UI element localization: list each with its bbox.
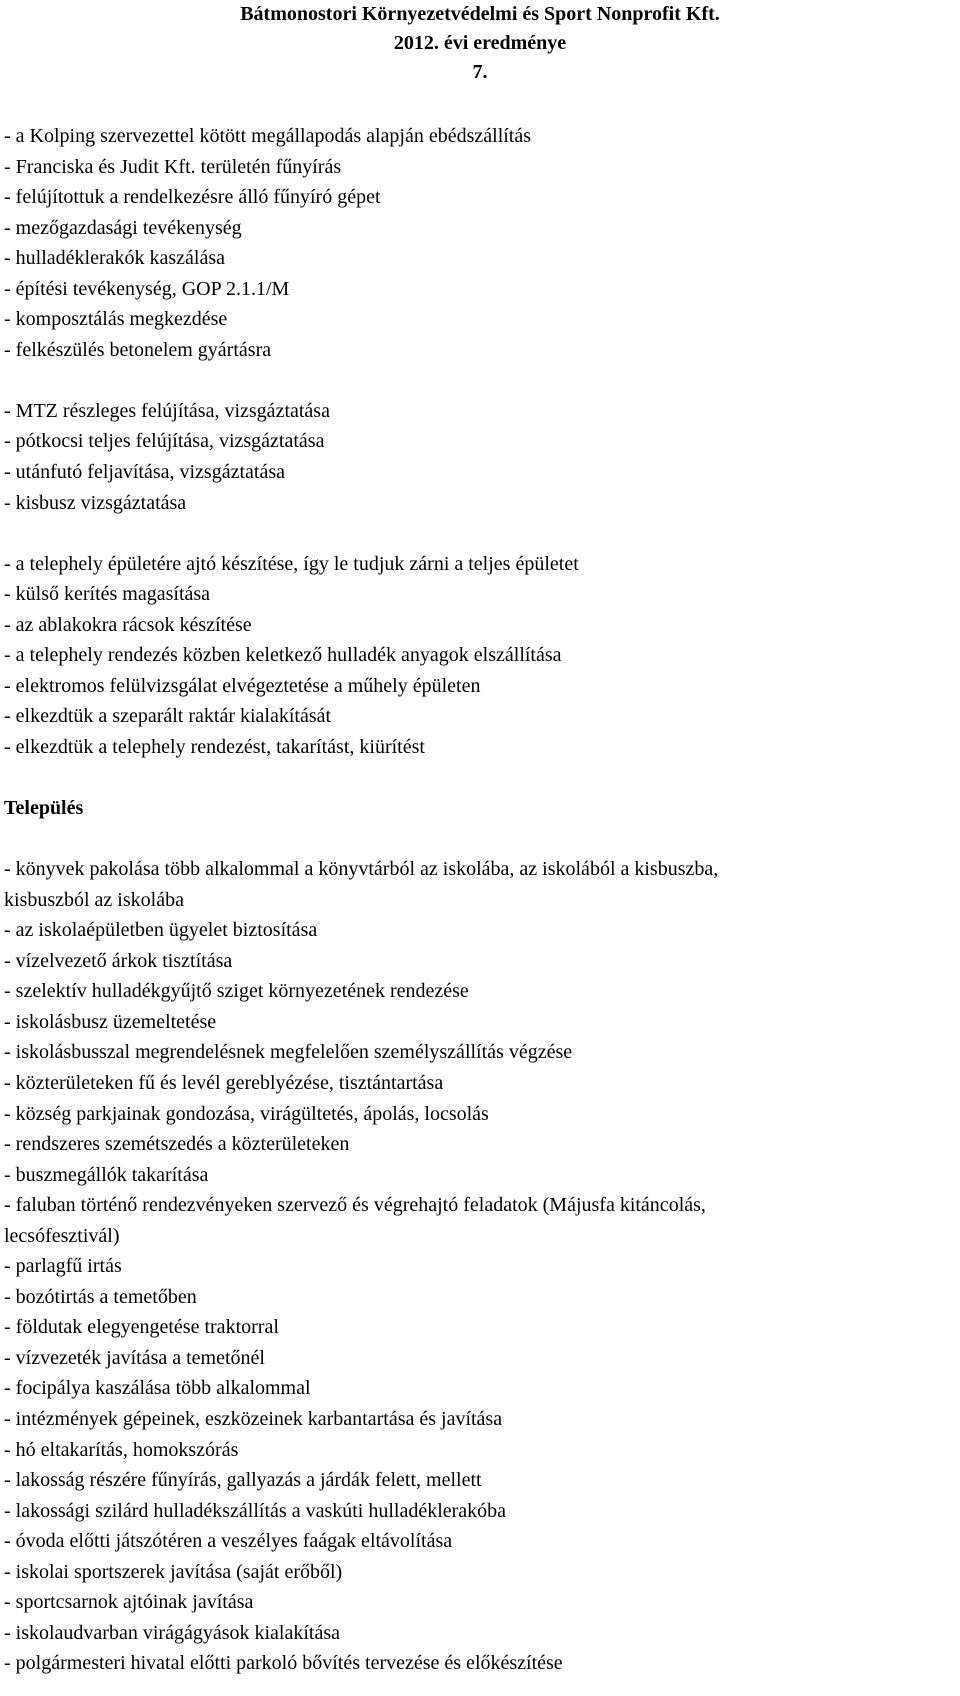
page-number: 7. [472, 61, 488, 83]
list-item: - szelektív hulladékgyűjtő sziget környezetének rendezése [4, 980, 469, 1003]
list-item: - közterületeken fű és levél gereblyézése, tisztántartása [4, 1071, 444, 1094]
list-item: - parlagfű irtás [4, 1255, 122, 1278]
list-item: - hulladéklerakók kaszálása [4, 247, 226, 270]
list-item: - faluban történő rendezvényeken szervező és végrehajtó feladatok (Májusfa kitáncolás, [4, 1194, 706, 1217]
list-item: - focipálya kaszálása több alkalommal [4, 1377, 311, 1400]
list-item: - építési tevékenység, GOP 2.1.1/M [4, 277, 290, 300]
list-item: - elkezdtük a szeparált raktár kialakítását [4, 705, 332, 728]
blank-line [4, 762, 956, 793]
list-item: - mezőgazdasági tevékenység [4, 216, 242, 239]
header-company-name: Bátmonostori Környezetvédelmi és Sport Nonprofit Kft. [240, 3, 720, 25]
list-item: - intézmények gépeinek, eszközeinek karbantartása és javítása [4, 1407, 503, 1430]
list-item: - község parkjainak gondozása, virágültetés, ápolás, locsolás [4, 1102, 489, 1125]
document-body [4, 121, 956, 1679]
list-item: - iskolai sportszerek javítása (saját erőből) [4, 1560, 343, 1583]
list-item: - iskolásbusz üzemeltetése [4, 1010, 217, 1033]
list-item: - vízvezeték javítása a temetőnél [4, 1346, 265, 1369]
list-item: - bozótirtás a temetőben [4, 1285, 197, 1308]
list-item: - kisbusz vizsgáztatása [4, 491, 187, 514]
section-list-2 [4, 396, 956, 518]
list-item: lecsófesztivál) [4, 1224, 120, 1247]
section-list-3 [4, 549, 956, 763]
list-item: - iskolásbusszal megrendelésnek megfelelően személyszállítás végzése [4, 1041, 573, 1064]
list-item: - rendszeres szemétszedés a közterületeken [4, 1133, 350, 1156]
list-item: - a telephely rendezés közben keletkező hulladék anyagok elszállítása [4, 644, 562, 667]
list-item: - elektromos felülvizsgálat elvégeztetése a műhely épületen [4, 674, 481, 697]
list-item: - az iskolaépületben ügyelet biztosítása [4, 919, 318, 942]
blank-line [4, 824, 956, 855]
list-item: - iskolaudvarban virágágyások kialakítása [4, 1621, 340, 1644]
section-list-1 [4, 121, 956, 365]
list-item: - polgármesteri hivatal előtti parkoló bővítés tervezése és előkészítése [4, 1652, 563, 1675]
list-item: - MTZ részleges felújítása, vizsgáztatása [4, 399, 330, 422]
list-item: - buszmegállók takarítása [4, 1163, 209, 1186]
list-item: - komposztálás megkezdése [4, 308, 228, 331]
list-item: - könyvek pakolása több alkalommal a könyvtárból az iskolába, az iskolából a kisbuszba, [4, 858, 719, 881]
list-item: - külső kerítés magasítása [4, 583, 211, 606]
list-item: - vízelvezető árkok tisztítása [4, 949, 233, 972]
list-item: - földutak elegyengetése traktorral [4, 1316, 279, 1339]
list-item: - elkezdtük a telephely rendezést, takarítást, kiürítést [4, 735, 425, 758]
section-list-4 [4, 854, 956, 1679]
list-item: - a telephely épületére ajtó készítése, így le tudjuk zárni a teljes épületet [4, 552, 579, 575]
list-item: - lakosság részére fűnyírás, gallyazás a járdák felett, mellett [4, 1469, 482, 1492]
list-item: kisbuszból az iskolába [4, 888, 184, 911]
section-heading: Település [4, 797, 84, 820]
list-item: - Franciska és Judit Kft. területén fűnyírás [4, 155, 342, 178]
list-item: - sportcsarnok ajtóinak javítása [4, 1591, 254, 1614]
header-report-title: 2012. évi eredménye [393, 32, 567, 54]
page-header [0, 0, 960, 87]
blank-line [4, 518, 956, 549]
list-item: - utánfutó feljavítása, vizsgáztatása [4, 461, 285, 484]
list-item: - óvoda előtti játszótéren a veszélyes faágak eltávolítása [4, 1530, 453, 1553]
list-item: - az ablakokra rácsok készítése [4, 613, 252, 636]
list-item: - a Kolping szervezettel kötött megállapodás alapján ebédszállítás [4, 125, 532, 147]
list-item: - felújítottuk a rendelkezésre álló fűnyíró gépet [4, 186, 381, 209]
list-item: - pótkocsi teljes felújítása, vizsgáztatása [4, 430, 325, 453]
list-item: - lakossági szilárd hulladékszállítás a vaskúti hulladéklerakóba [4, 1499, 507, 1522]
list-item: - felkészülés betonelem gyártásra [4, 338, 272, 361]
list-item: - hó eltakarítás, homokszórás [4, 1438, 239, 1461]
blank-line [4, 365, 956, 396]
